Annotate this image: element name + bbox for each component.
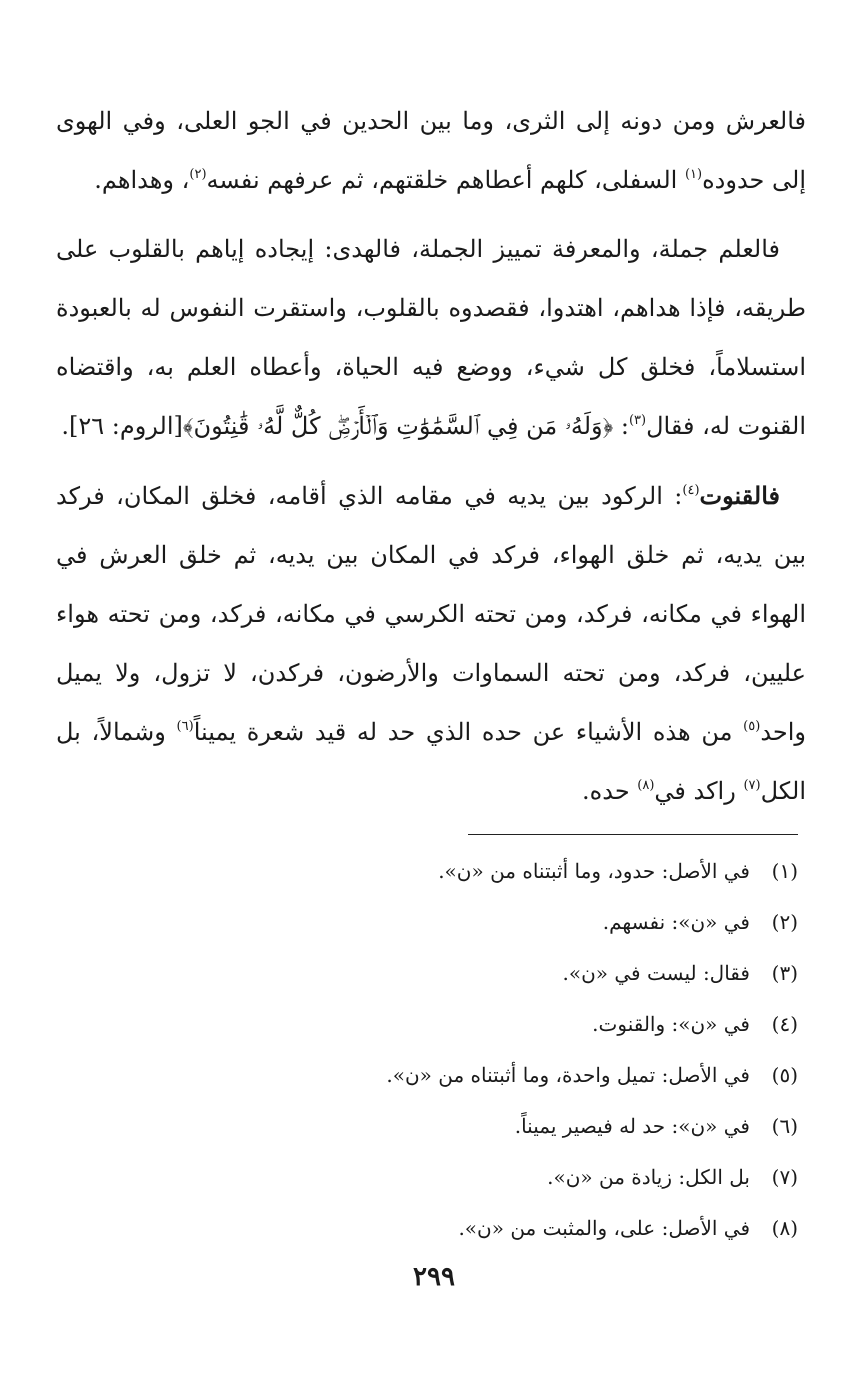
text-segment: فالعلم جملة، والمعرفة تمييز الجملة، فالهدى: إيجاده إياهم بالقلوب على طريقه، فإذا هداهم، اهتدوا، فقصدوه بالقلوب، واستقرت النفوس له بالعبودة استسلاماً، فخلق كل شيء، ووضع فيه الحياة، وأعطاه العلم به، واقتضاه القنوت له، فقال — [56, 235, 806, 440]
footnote-text: في الأصل: على، والمثبت من «ن». — [458, 1216, 750, 1240]
footnote-number: (٣) — [771, 961, 798, 985]
footnote-5 — [98, 1050, 798, 1101]
footnote-text: في الأصل: حدود، وما أثبتناه من «ن». — [438, 859, 750, 883]
footnote-reference: (١) — [684, 167, 703, 182]
text-segment: : الركود بين يديه في مقامه الذي أقامه، فخلق المكان، فركد بين يديه، ثم خلق الهواء، فركد في المكان بين يديه، ثم خلق العرش في الهواء في مكانه، فركد، ومن تحته الكرسي في مكانه، فركد، ومن تحته هواء عليين، فركد، ومن تحته السماوات والأرضون، فركدن، لا تزول، ولا يميل واحد — [56, 482, 807, 746]
footnote-7 — [98, 1152, 798, 1203]
footnote-number: (٥) — [771, 1063, 798, 1087]
footnote-number: (٨) — [771, 1216, 798, 1240]
footnote-8 — [98, 1203, 798, 1254]
text-segment: وشمالاً، بل الكل — [56, 718, 806, 805]
footnote-1 — [98, 846, 798, 897]
text-segment: ، وهداهم. — [94, 166, 190, 194]
footnote-reference: (٨) — [637, 778, 655, 793]
footnote-reference: (٣) — [628, 413, 647, 428]
footnote-text: في «ن»: حد له فيصير يميناً. — [514, 1114, 750, 1138]
footnote-text: بل الكل: زيادة من «ن». — [547, 1165, 750, 1189]
footnote-4 — [98, 999, 798, 1050]
footnote-text: في الأصل: تميل واحدة، وما أثبتناه من «ن». — [386, 1063, 750, 1087]
text-segment: : — [613, 412, 629, 440]
paragraph-1 — [56, 92, 806, 210]
footnote-reference: (٢) — [189, 167, 207, 182]
footnote-reference: (٦) — [176, 719, 194, 734]
footnote-number: (٤) — [771, 1012, 798, 1036]
footnote-number: (٢) — [771, 910, 798, 934]
footnotes-list — [98, 846, 798, 1254]
main-text — [56, 92, 806, 821]
footnote-text: في «ن»: نفسهم. — [602, 910, 750, 934]
footnote-text: فقال: ليست في «ن». — [562, 961, 750, 985]
text-segment: حده. — [582, 777, 638, 805]
footnote-3 — [98, 948, 798, 999]
footnote-divider — [468, 834, 798, 835]
text-segment: [الروم: ٢٦]. — [61, 412, 183, 440]
footnote-reference: (٤) — [682, 483, 700, 498]
quran-verse: ﴿وَلَهُۥ مَن فِي ٱلسَّمَٰوَٰتِ وَٱلۡأَرۡضِۖ كُلٌّ لَّهُۥ قَٰنِتُونَ﴾ — [182, 412, 614, 440]
page-number: ٢٩٩ — [413, 1262, 455, 1292]
footnote-6 — [98, 1101, 798, 1152]
paragraph-2 — [56, 220, 806, 456]
footnote-number: (٦) — [771, 1114, 798, 1138]
footnote-text: في «ن»: والقنوت. — [592, 1012, 750, 1036]
footnote-2 — [98, 897, 798, 948]
text-segment: فالعرش ومن دونه إلى الثرى، وما بين الحدين في الجو العلى، وفي الهوى إلى حدوده — [56, 107, 806, 194]
paragraph-3 — [56, 466, 806, 821]
footnote-number: (١) — [771, 859, 798, 883]
text-segment: راكد في — [654, 777, 744, 805]
bold-term: فالقنوت — [699, 481, 780, 510]
footnote-reference: (٥) — [743, 719, 761, 734]
text-segment: السفلى، كلهم أعطاهم خلقتهم، ثم عرفهم نفسه — [206, 166, 685, 194]
footnote-reference: (٧) — [743, 778, 761, 793]
footnote-number: (٧) — [771, 1165, 798, 1189]
text-segment: من هذه الأشياء عن حده الذي حد له قيد شعرة يميناً — [193, 718, 744, 746]
